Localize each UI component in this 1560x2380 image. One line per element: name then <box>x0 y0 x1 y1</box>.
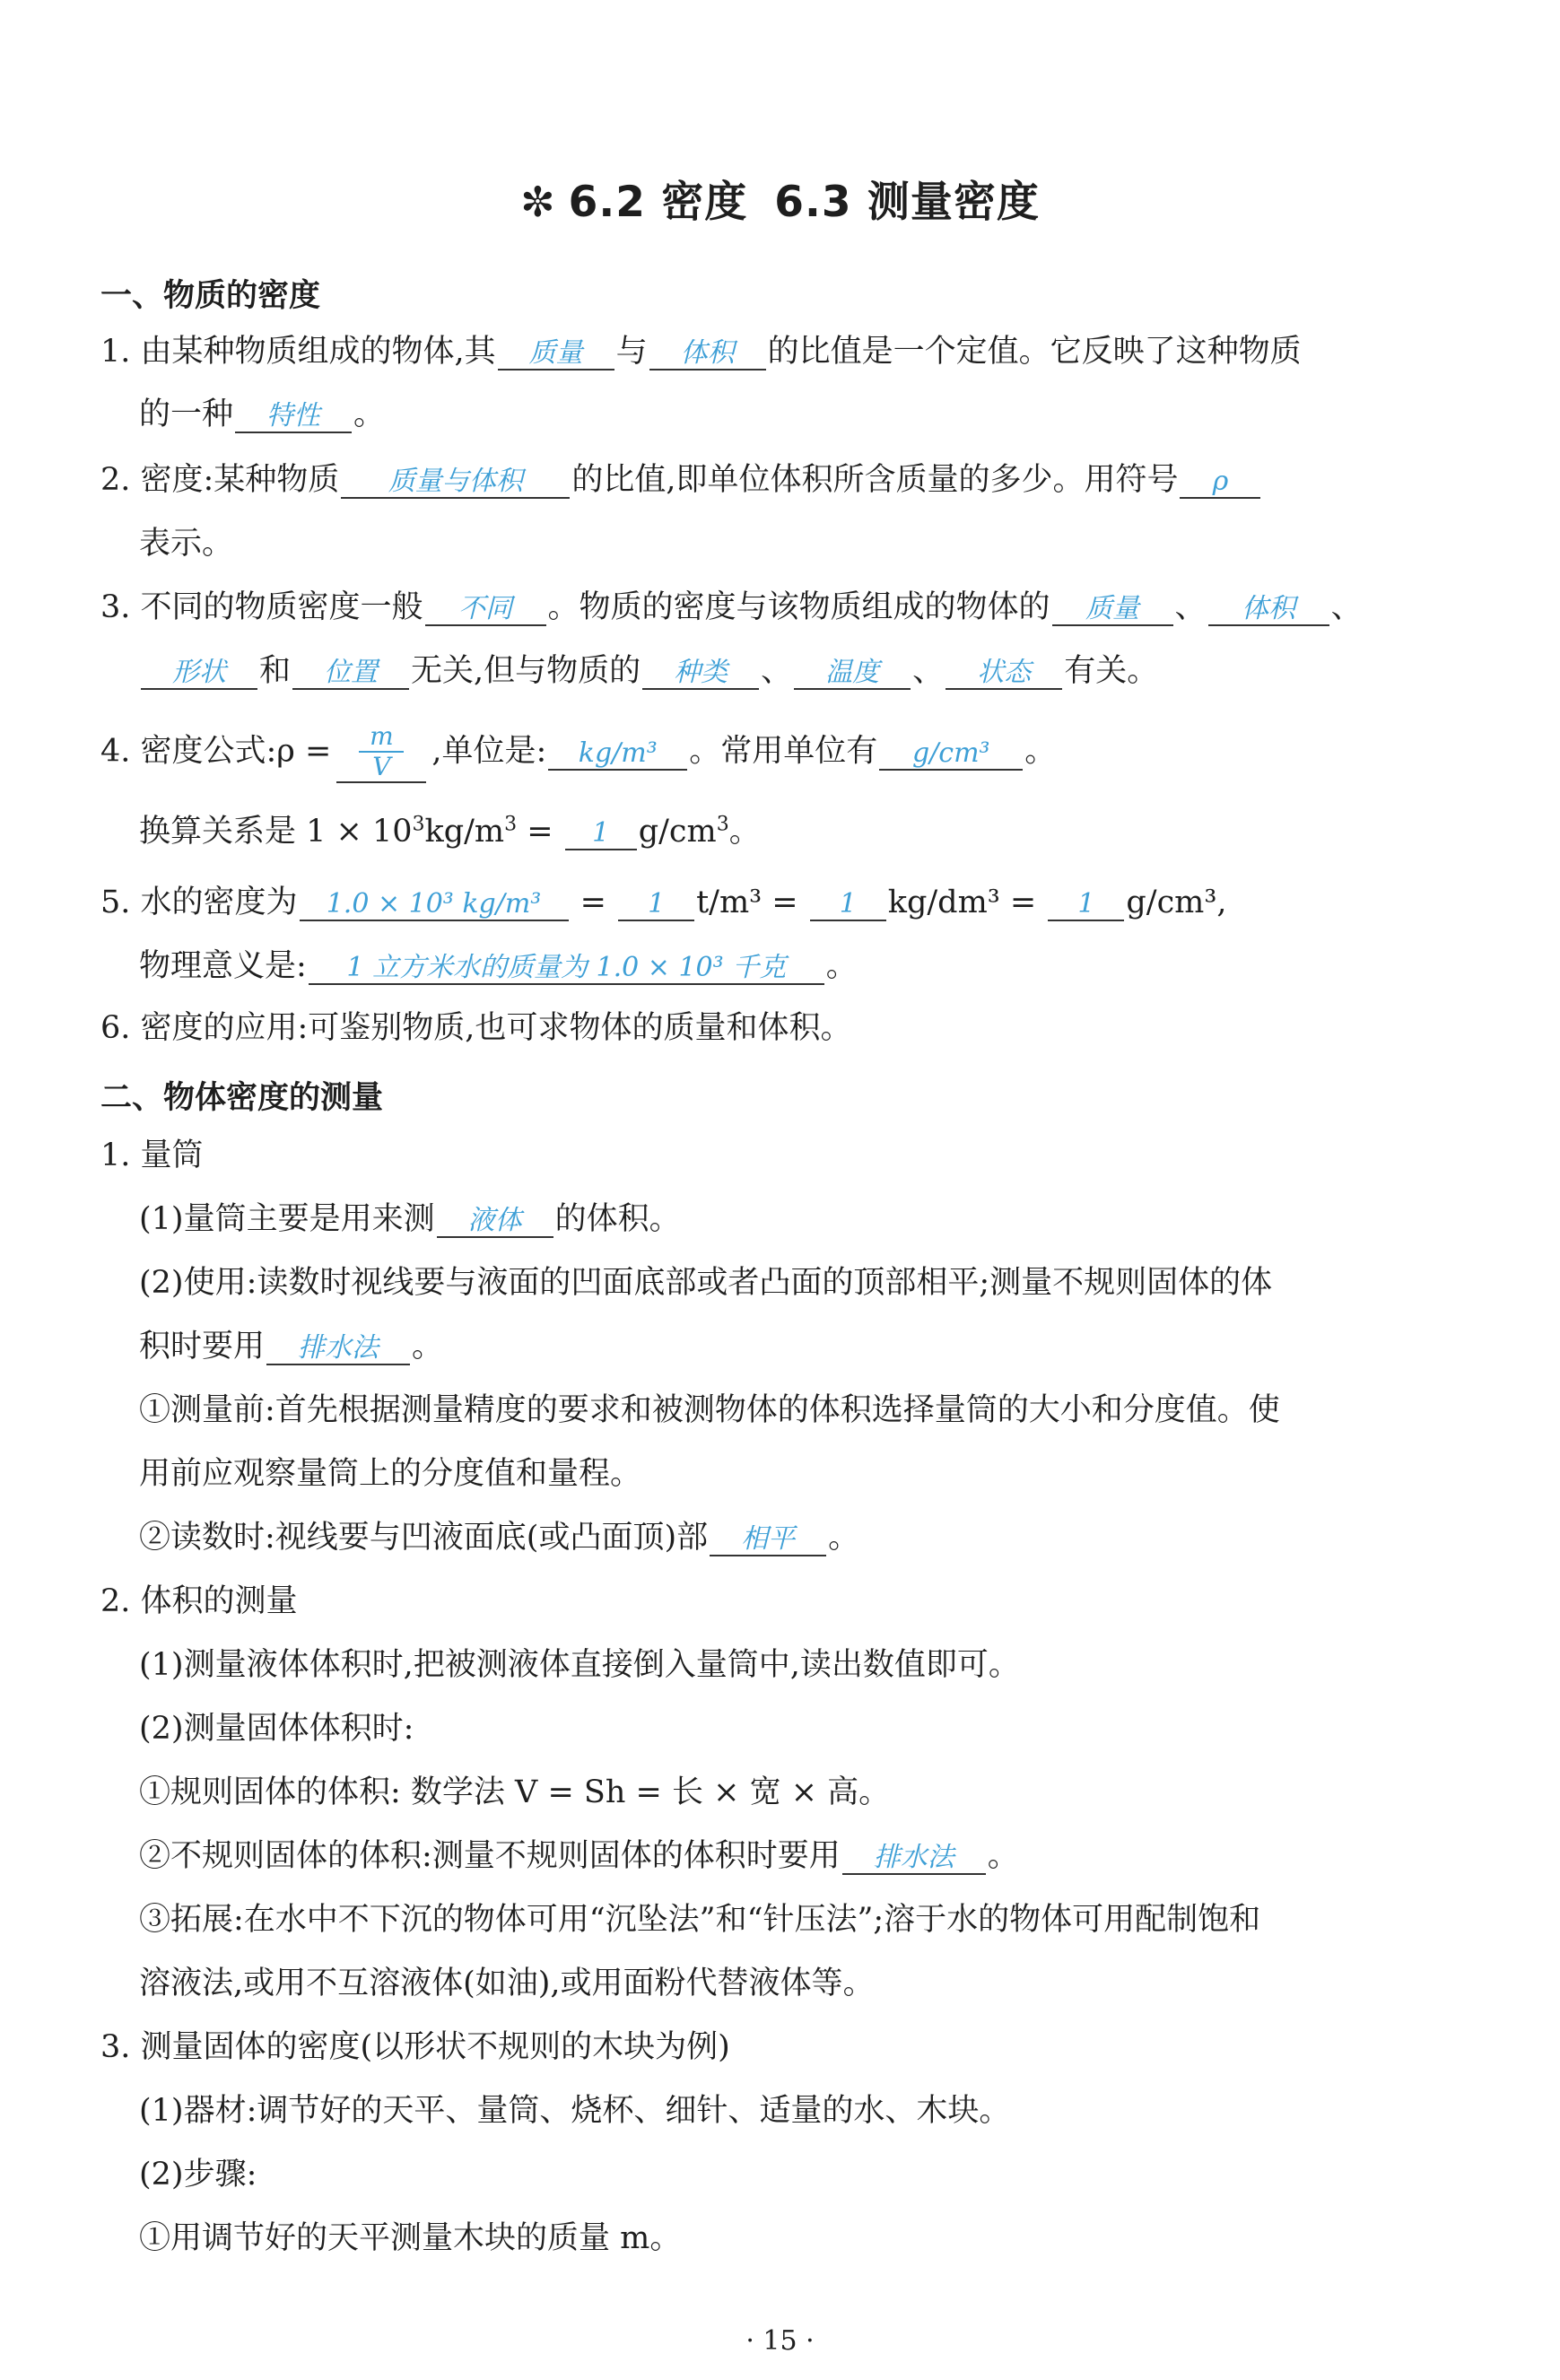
answer-blank: 质量 <box>498 338 614 371</box>
answer-blank: 形状 <box>141 658 257 690</box>
answer-blank: 特性 <box>235 401 352 433</box>
sub1-p2-line-2: 积时要用 排水法 。 <box>139 1329 444 1364</box>
answer-blank: 相平 <box>710 1524 826 1556</box>
answer-blank: 状态 <box>946 658 1062 690</box>
sub1-p3-line-1: ①测量前:首先根据测量精度的要求和被测物体的体积选择量筒的大小和分度值。使 <box>139 1392 1280 1428</box>
item-1-line-1: 1. 由某种物质组成的物体,其 质量 与 体积 的比值是一个定值。它反映了这种物质 <box>100 334 1302 370</box>
sub2-p5-line-1: ③拓展:在水中不下沉的物体可用“沉坠法”和“针压法”;溶于水的物体可用配制饱和 <box>139 1902 1261 1938</box>
sub2-p5-line-2: 溶液法,或用不互溶液体(如油),或用面粉代替液体等。 <box>139 1966 875 2001</box>
answer-blank: 1 立方米水的质量为 1.0 × 10³ 千克 <box>309 953 824 985</box>
item-2-line-2: 表示。 <box>139 526 234 562</box>
answer-blank: 排水法 <box>842 1843 986 1875</box>
sub2-title: 2. 体积的测量 <box>100 1583 298 1619</box>
item-5-line-2: 物理意义是: 1 立方米水的质量为 1.0 × 10³ 千克 。 <box>139 948 858 984</box>
section-heading-1: 一、物质的密度 <box>100 278 321 314</box>
answer-blank: kg/m³ <box>548 738 687 771</box>
sub2-p3: ①规则固体的体积: 数学法 V = Sh = 长 × 宽 × 高。 <box>139 1774 891 1810</box>
answer-blank: 温度 <box>794 658 911 690</box>
sub1-p3-line-2: 用前应观察量筒上的分度值和量程。 <box>139 1456 642 1492</box>
answer-blank: 1 <box>618 889 694 921</box>
item-3-line-1: 3. 不同的物质密度一般 不同 。物质的密度与该物质组成的物体的 质量 、 体积 、 <box>100 589 1363 625</box>
answer-blank: 1 <box>810 889 886 921</box>
answer-blank: 体积 <box>649 338 766 371</box>
answer-blank: ρ <box>1180 466 1260 499</box>
item-1-line-2: 的一种 特性 。 <box>139 397 386 432</box>
answer-blank: 位置 <box>292 658 409 690</box>
answer-blank: 1 <box>565 818 637 850</box>
section-heading-2: 二、物体密度的测量 <box>100 1080 384 1116</box>
sub2-p1: (1)测量液体体积时,把被测液体直接倒入量筒中,读出数值即可。 <box>139 1647 1020 1683</box>
item-5-line-1: 5. 水的密度为 1.0 × 10³ kg/m³ = 1 t/m³ = 1 kg/dm³ = 1 g/cm³, <box>100 885 1227 920</box>
page-number: · 15 · <box>745 2325 815 2357</box>
answer-blank: g/cm³ <box>879 738 1023 771</box>
item-6: 6. 密度的应用:可鉴别物质,也可求物体的质量和体积。 <box>100 1010 852 1046</box>
sub3-p2: (2)步骤: <box>139 2157 257 2193</box>
sub1-p2-line-1: (2)使用:读数时视线要与液面的凹面底部或者凸面的顶部相平;测量不规则固体的体 <box>139 1265 1273 1301</box>
answer-blank: 不同 <box>425 594 546 626</box>
sub1-p4: ②读数时:视线要与凹液面底(或凸面顶)部 相平 。 <box>139 1520 860 1556</box>
answer-blank: 1 <box>1048 889 1124 921</box>
answer-blank: 质量与体积 <box>341 466 570 499</box>
sub3-p1: (1)器材:调节好的天平、量筒、烧杯、细针、适量的水、木块。 <box>139 2093 1011 2129</box>
sub2-p2: (2)测量固体体积时: <box>139 1711 414 1747</box>
answer-blank: 排水法 <box>266 1333 410 1365</box>
item-4-line-2: 换算关系是 $1 \times 10^3kg/m^3 = 1$ $g/cm^3$。 <box>139 813 761 850</box>
sub2-p4: ②不规则固体的体积:测量不规则固体的体积时要用 排水法 。 <box>139 1838 1019 1874</box>
sub1-p1: (1)量筒主要是用来测 液体 的体积。 <box>139 1201 681 1237</box>
answer-blank: 质量 <box>1052 594 1173 626</box>
item-2-line-1: 2. 密度:某种物质 质量与体积 的比值,即单位体积所含质量的多少。用符号 ρ <box>100 460 1262 500</box>
answer-blank: 1.0 × 10³ kg/m³ <box>300 889 569 921</box>
answer-blank: 体积 <box>1208 594 1329 626</box>
flower-icon: ✼ <box>520 178 556 226</box>
page-title: ✼ 6.2 密度 6.3 测量密度 <box>520 178 1040 227</box>
answer-blank: 种类 <box>642 658 759 690</box>
sub1-title: 1. 量筒 <box>100 1138 204 1173</box>
answer-blank: 液体 <box>437 1206 553 1238</box>
item-3-line-2: 形状 和 位置 无关,但与物质的 种类 、 温度 、 状态 有关。 <box>139 651 1158 691</box>
sub3-title: 3. 测量固体的密度(以形状不规则的木块为例) <box>100 2029 730 2065</box>
density-formula-fraction: $\frac{m}{V}$ <box>336 722 426 783</box>
sub3-p3: ①用调节好的天平测量木块的质量 m。 <box>139 2220 682 2256</box>
item-4-line-1: 4. 密度公式:ρ = $\frac{m}{V}$ ,单位是: kg/m³ 。常用单位有 g/cm³ 。 <box>100 721 1057 781</box>
